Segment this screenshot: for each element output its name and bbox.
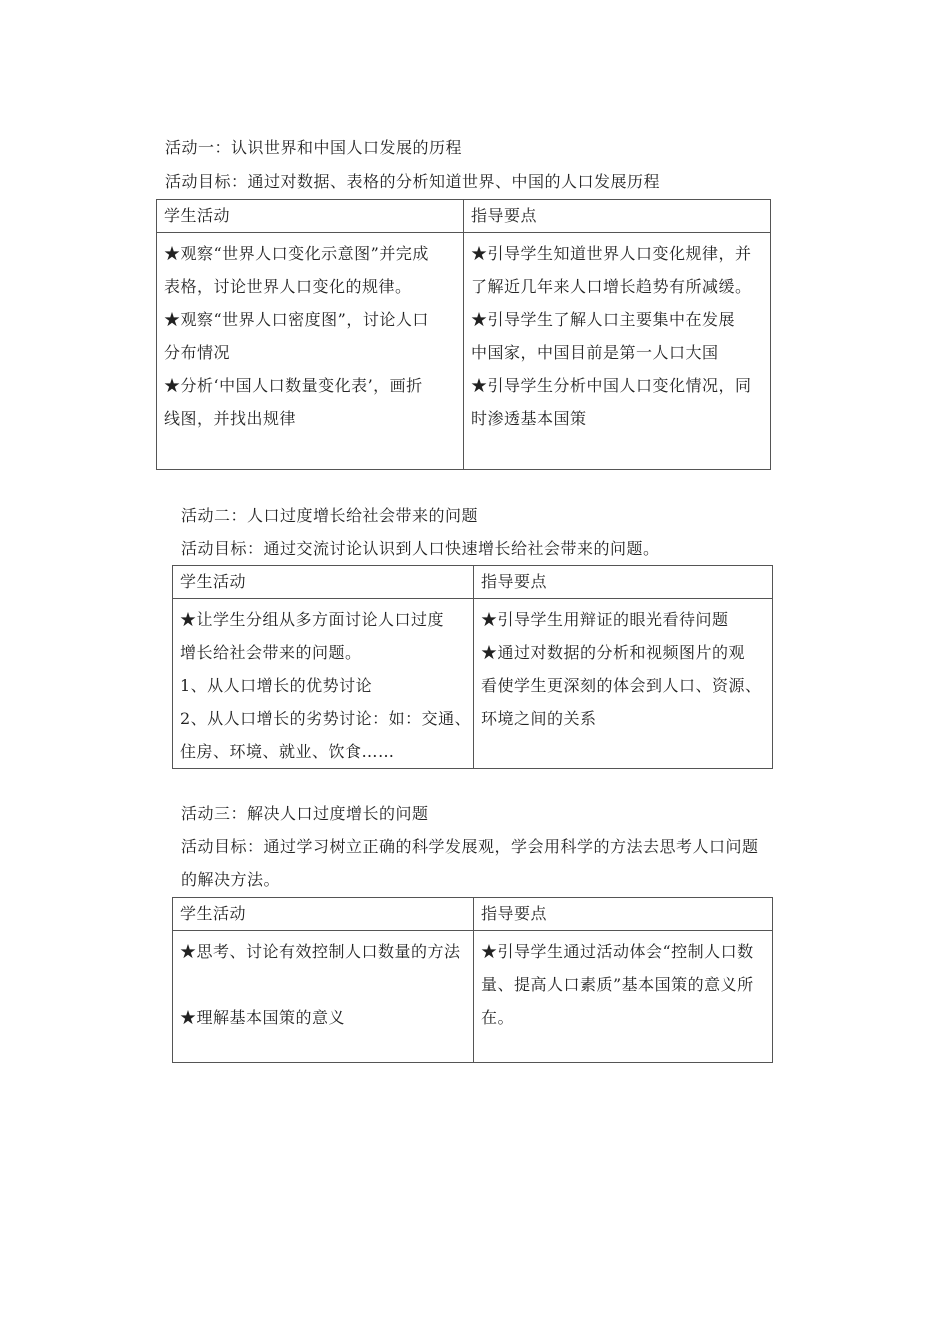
header-guidance-points: 指导要点	[474, 898, 773, 931]
section-1-table	[156, 199, 771, 470]
cell-line: ★引导学生通过活动体会“控制人口数	[481, 942, 754, 961]
table-header-row	[157, 200, 771, 233]
cell-line: 量、提高人口素质”基本国策的意义所	[481, 975, 754, 994]
section-3-title: 活动三：解决人口过度增长的问题	[181, 804, 429, 823]
table-header-row	[173, 898, 773, 931]
cell-line: ★引导学生分析中国人口变化情况，同	[471, 376, 752, 395]
student-activity-cell	[173, 599, 474, 769]
section-1-goal: 活动目标：通过对数据、表格的分析知道世界、中国的人口发展历程	[165, 172, 661, 191]
section-3-goal-line-2: 的解决方法。	[181, 870, 281, 889]
cell-line: 了解近几年来人口增长趋势有所减缓。	[471, 277, 752, 296]
cell-line: 住房、环境、就业、饮食……	[180, 742, 395, 761]
cell-line: 线图，并找出规律	[164, 409, 297, 428]
cell-line: ★理解基本国策的意义	[180, 1008, 346, 1027]
section-3-goal-line-1: 活动目标：通过学习树立正确的科学发展观，学会用科学的方法去思考人口问题	[181, 837, 759, 856]
section-1-title: 活动一：认识世界和中国人口发展的历程	[165, 138, 463, 157]
header-student-activity: 学生活动	[173, 566, 474, 599]
cell-line: 在。	[481, 1008, 515, 1027]
cell-line: ★观察“世界人口变化示意图”并完成	[164, 244, 429, 263]
cell-line: ★引导学生用辩证的眼光看待问题	[481, 610, 729, 629]
table-body-row	[173, 599, 773, 769]
guidance-points-cell	[474, 931, 773, 1063]
cell-line: 增长给社会带来的问题。	[180, 643, 362, 662]
table-body-row	[157, 233, 771, 470]
cell-line: ★思考、讨论有效控制人口数量的方法	[180, 942, 461, 961]
cell-line: 分布情况	[164, 343, 231, 362]
cell-line: 表格，讨论世界人口变化的规律。	[164, 277, 412, 296]
cell-line: 2、从人口增长的劣势讨论：如：交通、	[180, 709, 472, 728]
cell-line: 中国家，中国目前是第一人口大国	[471, 343, 719, 362]
table-header-row	[173, 566, 773, 599]
cell-line: ★引导学生知道世界人口变化规律，并	[471, 244, 752, 263]
header-student-activity: 学生活动	[173, 898, 474, 931]
cell-line: ★引导学生了解人口主要集中在发展	[471, 310, 736, 329]
cell-line: 1、从人口增长的优势讨论	[180, 676, 373, 695]
student-activity-cell	[173, 931, 474, 1063]
table-body-row	[173, 931, 773, 1063]
section-2-title: 活动二：人口过度增长给社会带来的问题	[181, 506, 479, 525]
cell-line: ★观察“世界人口密度图”，讨论人口	[164, 310, 429, 329]
section-3-table	[172, 897, 773, 1063]
header-guidance-points: 指导要点	[464, 200, 771, 233]
cell-line: ★通过对数据的分析和视频图片的观	[481, 643, 746, 662]
section-2-table	[172, 565, 773, 769]
guidance-points-cell	[474, 599, 773, 769]
header-student-activity: 学生活动	[157, 200, 464, 233]
cell-line: ★分析‘中国人口数量变化表’，画折	[164, 376, 423, 395]
blank-line	[180, 968, 469, 1001]
cell-line: ★让学生分组从多方面讨论人口过度	[180, 610, 445, 629]
cell-line: 时渗透基本国策	[471, 409, 587, 428]
section-2-goal: 活动目标：通过交流讨论认识到人口快速增长给社会带来的问题。	[181, 539, 660, 558]
guidance-points-cell	[464, 233, 771, 470]
cell-line: 看使学生更深刻的体会到人口、资源、	[481, 676, 762, 695]
student-activity-cell	[157, 233, 464, 470]
cell-line: 环境之间的关系	[481, 709, 597, 728]
header-guidance-points: 指导要点	[474, 566, 773, 599]
